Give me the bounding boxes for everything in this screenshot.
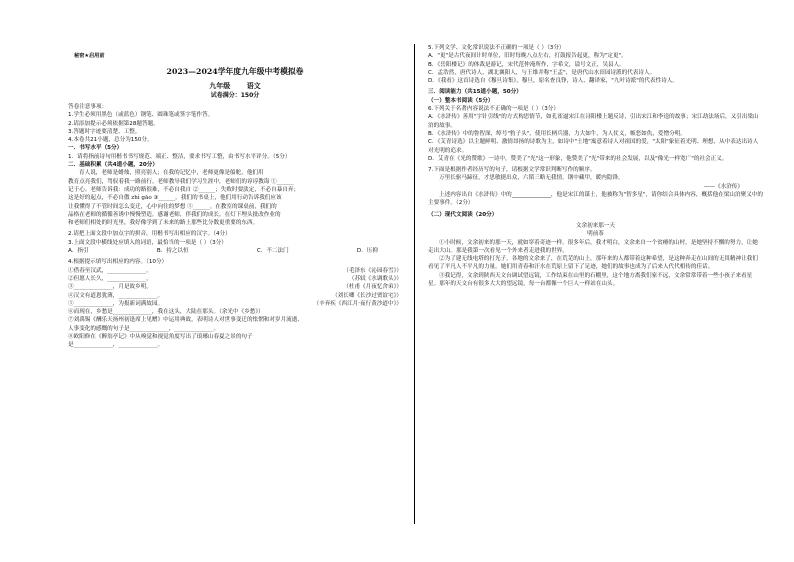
left-column	[68, 44, 402, 350]
passage-line: 和老师们相处的时光里，我好像学到了未来的路上那些比分数更重要的东西。	[68, 220, 259, 227]
poem-line: ③______________，月是故乡明。	[68, 284, 152, 291]
option-a[interactable]: A．指引	[68, 248, 89, 255]
poem-row	[68, 275, 402, 283]
notice-item: 2.请添加提示必须依据第28题答题。	[68, 120, 159, 127]
question-1: 1．请将指前诗句用楷书书写规范、端正、整洁，要求书写工整，由书写水平评分。（5分）	[68, 153, 291, 160]
passage-line: 育人说，老师是蜡烛，照亮别人；在我的记忆中，老师更像是船舵，他们用	[79, 170, 264, 177]
option-a[interactable]: A．"更"是古代夜间计时单位，旧时每晚八点左右，打鼓报告起更，称为"定更"。	[428, 53, 627, 60]
option-c[interactable]: C．《艾青诗选》以主题鲜明、激情昂扬的诗歌为主，如诗中"土地"寓意着诗人对祖国的爱，"太阳"象征着光明、理想，从中表达出诗人对光明的追求。	[428, 139, 759, 154]
subsection-heading: （二）现代文阅读（20分）	[428, 211, 498, 218]
poem-source: （辛弃疾《西江月·夜行黄沙道中》）	[313, 300, 402, 307]
notice-item: 1.学生必须用黑色（或蓝色）钢笔、圆珠笔或签字笔作答。	[68, 112, 214, 119]
question-7-source: ——《水浒传》	[703, 183, 743, 190]
article-title: 文余初来那一天	[575, 222, 616, 229]
column-divider	[414, 44, 415, 524]
question-7: 7.下面是根据作者经历写的句子，请根据文学常识判断写作的顺序。	[428, 167, 596, 174]
option-d[interactable]: D．压抑	[356, 248, 378, 255]
poem-row	[68, 292, 402, 300]
passage-line: 让我懂得了不管时间怎么变迁，心中向往的梦想 ⑤______。在教室的课桌前，我们的	[68, 203, 277, 210]
question-2: 2.请把上面文段中加点字的拼音，用楷书写出相应的汉字。（4分）	[68, 231, 231, 238]
question-7-ask: 上述内容出自《水浒传》中的______________，他是宋江的谋士，他被称为"智多星"，请你结合具体内容，概括他在梁山泊聚义中的主要事件。（2分）	[428, 192, 763, 207]
option-d[interactable]: D．艾青在《光的赞歌》一诗中，赞美了"光"这一形象，他赞美了"光"带来的社会发展，以及"像光一样宽广"的社会正义。	[428, 155, 728, 162]
poem-extra: 人事变化的感慨的句子是______________，______________。	[68, 325, 220, 332]
option-c[interactable]: C．不二法门	[256, 248, 289, 255]
poem-source: （苏轼《水调歌头》）	[348, 275, 402, 282]
option-a[interactable]: A．《水浒传》善用"字针引线"的方式构思情节，如孔雀逼宋江在浔阳楼上题反诗，引出宋江和李逵的故事；宋江劫法场后，又引出梁山泊的故事。	[428, 114, 759, 129]
poem-extra: ⑦刘禹锡《酬乐天扬州初逢席上见赠》中运用典故，表明诗人对世事变迁的怅惘和对岁月流逝、	[68, 317, 303, 324]
option-d[interactable]: D．《我看》这首诗选自《穆旦诗集》，穆旦，原名查良铮，诗人、翻译家，"九叶诗派"的代表性诗人。	[428, 78, 678, 85]
exam-subject: 九年级 语文	[209, 81, 261, 90]
poem-row	[68, 300, 402, 308]
poem-line: ④汉文有道恩犹薄，______________。	[68, 292, 164, 299]
passage-line: 教育点亮我们，驾驭着我一路前行。老师教导我们学习生涯中，老师们的谆谆教诲 ①______	[68, 178, 294, 185]
section-heading: 二．基础积累（共4道小题，20分）	[68, 162, 158, 169]
subsection-heading: （一）整本书阅读（5分）	[428, 97, 494, 104]
notice-title: 答卷注意事项：	[68, 104, 108, 110]
question-4: 4.根据提示填写出相应的内容。（10分）	[68, 259, 168, 266]
passage-line: 记于心。老师告诉我：成功的路很难，不必自我自 ②______；失败时要淡定，不必自暴自弃；	[68, 186, 300, 193]
question-3-options	[68, 247, 402, 255]
notice-item: 3.答题时字迹要清楚、工整。	[68, 128, 141, 135]
question-6: 6.下列关于名著内容说法不正确的一项是（ ）（3分）	[428, 106, 559, 113]
option-b[interactable]: B．《岳阳楼记》的体裁是游记，宋代范仲淹所作，字希文，谥号文正，吴县人。	[428, 61, 625, 68]
poem-line: ①借春至汉武，______________。	[68, 267, 152, 274]
poem-extra: 是______________，______________。	[68, 342, 164, 349]
poem-source: （杜甫《月夜忆舍弟》）	[343, 284, 402, 291]
poem-line: ⑤______________，为报新词满故园。	[68, 300, 164, 307]
poem-extra: ⑧欧阳修在《醉翁亭记》中从嗅觉和视觉角度写出了琅琊山春夏之景的句子	[68, 334, 253, 341]
poem-row	[68, 267, 402, 275]
article-author: 明前茶	[587, 231, 604, 238]
option-c[interactable]: C．孟浩然，唐代诗人，湖北襄阳人，与王维并称"王孟"，是唐代山水田园诗派的代表诗人。	[428, 69, 656, 76]
question-5: 5.下列文学、文化常识说法不正确的一项是（ ）（3分）	[428, 45, 565, 51]
section-heading: 三．阅读能力（共15道小题，50分）	[428, 89, 522, 96]
secret-label: 秘密★启用前	[74, 53, 105, 59]
section-heading: 一．书写水平（5分）	[68, 145, 123, 152]
option-b[interactable]: B．持之以恒	[156, 248, 189, 255]
passage-line: 这是好的起点，不必自傲 zhì gāo ③______。我们的书桌上，他们用行动告诉我们应该	[68, 195, 282, 202]
poem-row	[68, 283, 402, 291]
option-b[interactable]: B．《水浒传》中的鲁智深，绰号"豹子头"，使用长柄兵器，力大如牛，为人仗义，嫉恶如仇，爱憎分明。	[428, 130, 686, 137]
poem-source: （刘长卿《长沙过贾谊宅》）	[332, 292, 402, 299]
right-column	[428, 44, 763, 288]
question-3: 3.上面文段中横线处应填入的词语，最恰当的一项是（ ）（3分）	[68, 239, 227, 246]
article-paragraph: ②为了建无线电塔的打光子，各地的文余来了，在荒芜的山上，那年来的人都带着这种希望，是这种奔走在山间的无畏精神让我们看见了平凡人不平凡的力量。她们用青春和汗水在荒原上留下了足迹，她们的故事也成为了后来人代代相传的佳话。	[428, 256, 758, 271]
exam-title: 2023—2024学年度九年级中考模拟卷	[166, 67, 304, 76]
article-paragraph: ①小时候，文余初来的那一天，就如穿着奇迹一样。很多年后，我才明白，文余来自一个贫瘠的山村，是她坚持不懈的努力，让她走出大山。那是我第一次看见一个外来者走进我的世界。	[428, 239, 758, 254]
poem-extra: ⑥而现在，乡愁是______________，我在这头，大陆在那头。（余光中《乡愁》）	[68, 309, 264, 316]
exam-score: 试卷满分：150分	[210, 92, 260, 99]
poem-line: ②但愿人长久，______________。	[68, 275, 152, 282]
poem-source: （毛泽东《沁园春雪》）	[343, 267, 402, 274]
question-7-quote: 万里长驱马蹄征，才思敏捷出众，六韬三略无我情。钢中藏甲，暖内隐锋。	[439, 175, 624, 182]
notice-item: 4.本卷共21小题，总分为150分。	[68, 137, 153, 144]
article-paragraph: ③我记得，文余到陕西天文台调试望远镜，工作结束在山里的石棚里，这个地方离我们家不远，文余常常带着一些小孩子来看星星。那年的天文台有很多大大的望远镜，每一台都像一个巨人一样站在山头。	[428, 272, 753, 288]
passage-line: 品格在老师的循循善诱中慢慢塑造。感谢老师，伴我们的成长。在灯下埋头批改作业的	[68, 211, 281, 218]
